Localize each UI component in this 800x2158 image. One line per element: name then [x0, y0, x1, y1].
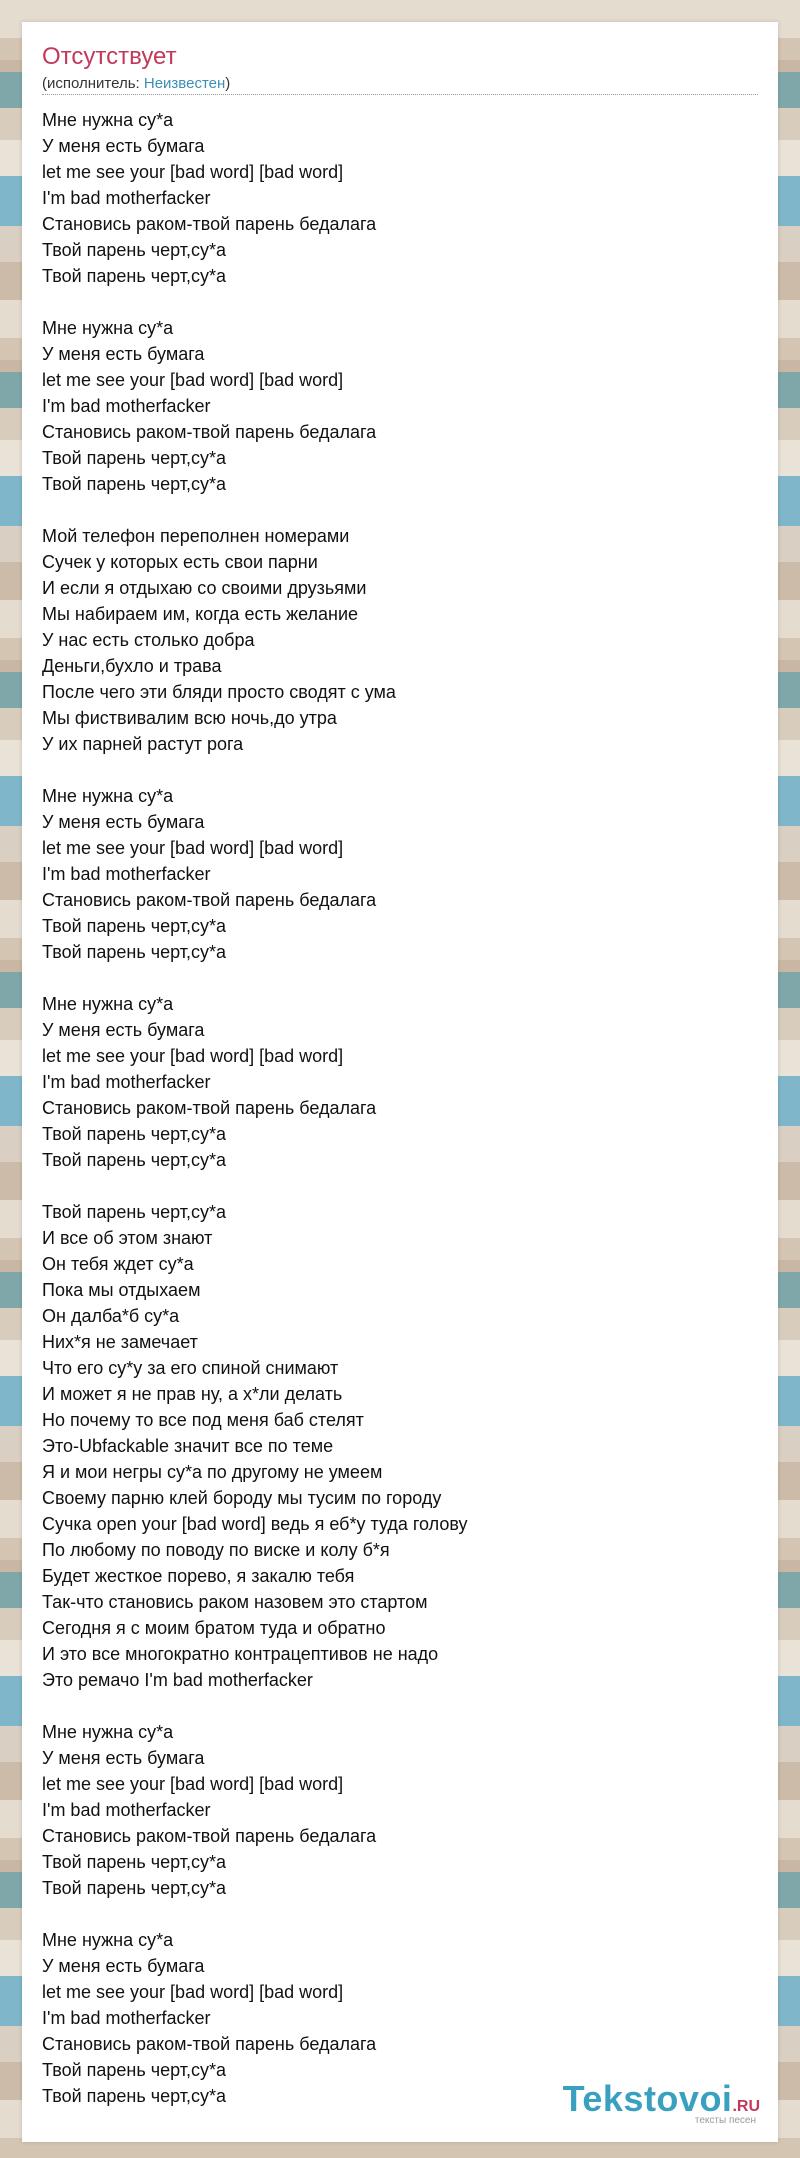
- lyrics-line: Сегодня я с моим братом туда и обратно: [42, 1618, 386, 1638]
- lyrics-line: У меня есть бумага: [42, 344, 205, 364]
- lyrics-line: Сучек у которых есть свои парни: [42, 552, 318, 572]
- lyrics-line: let me see your [bad word] [bad word]: [42, 370, 344, 390]
- lyrics-line: Мне нужна су*а: [42, 110, 174, 130]
- lyrics-line: Становись раком-твой парень бедалага: [42, 890, 377, 910]
- lyrics-stanza: [42, 991, 758, 1173]
- lyrics-line: Мне нужна су*а: [42, 994, 174, 1014]
- lyrics-line: По любому по поводу по виске и колу б*я: [42, 1540, 390, 1560]
- lyrics-line: У меня есть бумага: [42, 1020, 205, 1040]
- lyrics-line: let me see your [bad word] [bad word]: [42, 838, 344, 858]
- lyrics-stanza: [42, 107, 758, 289]
- lyrics-line: I'm bad motherfacker: [42, 864, 211, 884]
- logo-domain: .RU: [732, 2098, 760, 2115]
- lyrics-line: Твой парень черт,су*а: [42, 1124, 226, 1144]
- lyrics-stanza: [42, 783, 758, 965]
- lyrics-line: Своему парню клей бороду мы тусим по городу: [42, 1488, 442, 1508]
- lyrics-line: У меня есть бумага: [42, 1956, 205, 1976]
- lyrics-stanza: [42, 1719, 758, 1901]
- lyrics-line: I'm bad motherfacker: [42, 2008, 211, 2028]
- lyrics-line: Твой парень черт,су*а: [42, 448, 226, 468]
- lyrics-line: Мне нужна су*а: [42, 1930, 174, 1950]
- song-title: Отсутствует: [42, 43, 177, 70]
- lyrics-line: Них*я не замечает: [42, 1332, 198, 1352]
- lyrics-stanza: [42, 315, 758, 497]
- lyrics-line: Твой парень черт,су*а: [42, 2086, 226, 2106]
- lyrics-card: [22, 22, 778, 2142]
- lyrics-line: После чего эти бляди просто сводят с ума: [42, 682, 396, 702]
- lyrics-line: I'm bad motherfacker: [42, 1072, 211, 1092]
- lyrics-line: Твой парень черт,су*а: [42, 1202, 226, 1222]
- lyrics-line: Твой парень черт,су*а: [42, 266, 226, 286]
- lyrics-line: Твой парень черт,су*а: [42, 2060, 226, 2080]
- lyrics-line: Твой парень черт,су*а: [42, 1852, 226, 1872]
- lyrics-line: Становись раком-твой парень бедалага: [42, 1098, 377, 1118]
- lyrics-line: И все об этом знают: [42, 1228, 213, 1248]
- logo-subtitle: тексты песен: [694, 2115, 756, 2126]
- lyrics-line: Мой телефон переполнен номерами: [42, 526, 350, 546]
- lyrics-line: Твой парень черт,су*а: [42, 916, 226, 936]
- lyrics-line: Деньги,бухло и трава: [42, 656, 222, 676]
- lyrics-line: Будет жесткое порево, я закалю тебя: [42, 1566, 355, 1586]
- lyrics-line: let me see your [bad word] [bad word]: [42, 162, 344, 182]
- lyrics-line: И это все многократно контрацептивов не надо: [42, 1644, 439, 1664]
- artist-prefix: (исполнитель:: [42, 75, 144, 92]
- lyrics-line: Это-Ubfackable значит все по теме: [42, 1436, 334, 1456]
- lyrics-line: Мы набираем им, когда есть желание: [42, 604, 359, 624]
- title-separator: [42, 94, 758, 95]
- lyrics-stanza: [42, 1199, 758, 1693]
- lyrics-line: Становись раком-твой парень бедалага: [42, 422, 377, 442]
- lyrics-line: Твой парень черт,су*а: [42, 942, 226, 962]
- lyrics-line: Становись раком-твой парень бедалага: [42, 2034, 377, 2054]
- lyrics-line: Он далба*б су*а: [42, 1306, 180, 1326]
- artist-suffix: ): [225, 75, 231, 92]
- lyrics-line: Мне нужна су*а: [42, 786, 174, 806]
- lyrics-line: Мы фиствивалим всю ночь,до утра: [42, 708, 337, 728]
- lyrics-text: [42, 107, 758, 2109]
- lyrics-line: Твой парень черт,су*а: [42, 1150, 226, 1170]
- lyrics-line: Становись раком-твой парень бедалага: [42, 214, 377, 234]
- lyrics-line: И может я не прав ну, а х*ли делать: [42, 1384, 343, 1404]
- lyrics-line: Твой парень черт,су*а: [42, 474, 226, 494]
- lyrics-line: I'm bad motherfacker: [42, 1800, 211, 1820]
- lyrics-line: И если я отдыхаю со своими друзьями: [42, 578, 367, 598]
- lyrics-line: У меня есть бумага: [42, 136, 205, 156]
- lyrics-line: let me see your [bad word] [bad word]: [42, 1774, 344, 1794]
- lyrics-line: У их парней растут рога: [42, 734, 244, 754]
- artist-line: [42, 74, 230, 94]
- lyrics-line: Мне нужна су*а: [42, 1722, 174, 1742]
- lyrics-line: Пока мы отдыхаем: [42, 1280, 201, 1300]
- logo-wordmark: Tekstovoi: [562, 2078, 733, 2119]
- lyrics-line: let me see your [bad word] [bad word]: [42, 1046, 344, 1066]
- lyrics-line: I'm bad motherfacker: [42, 188, 211, 208]
- lyrics-line: У нас есть столько добра: [42, 630, 255, 650]
- lyrics-line: У меня есть бумага: [42, 1748, 205, 1768]
- lyrics-line: Сучка open your [bad word] ведь я еб*у туда голову: [42, 1514, 468, 1534]
- lyrics-line: Это ремачо I'm bad motherfacker: [42, 1670, 313, 1690]
- lyrics-stanza: [42, 523, 758, 757]
- lyrics-line: У меня есть бумага: [42, 812, 205, 832]
- site-logo[interactable]: [562, 2078, 760, 2126]
- lyrics-line: let me see your [bad word] [bad word]: [42, 1982, 344, 2002]
- lyrics-line: I'm bad motherfacker: [42, 396, 211, 416]
- lyrics-line: Мне нужна су*а: [42, 318, 174, 338]
- lyrics-line: Так-что становись раком назовем это стартом: [42, 1592, 428, 1612]
- lyrics-line: Становись раком-твой парень бедалага: [42, 1826, 377, 1846]
- lyrics-line: Но почему то все под меня баб стелят: [42, 1410, 364, 1430]
- lyrics-line: Твой парень черт,су*а: [42, 1878, 226, 1898]
- lyrics-line: Что его су*у за его спиной снимают: [42, 1358, 339, 1378]
- lyrics-line: Я и мои негры су*а по другому не умеем: [42, 1462, 383, 1482]
- lyrics-line: Он тебя ждет су*а: [42, 1254, 194, 1274]
- lyrics-line: Твой парень черт,су*а: [42, 240, 226, 260]
- artist-link[interactable]: Неизвестен: [143, 75, 226, 92]
